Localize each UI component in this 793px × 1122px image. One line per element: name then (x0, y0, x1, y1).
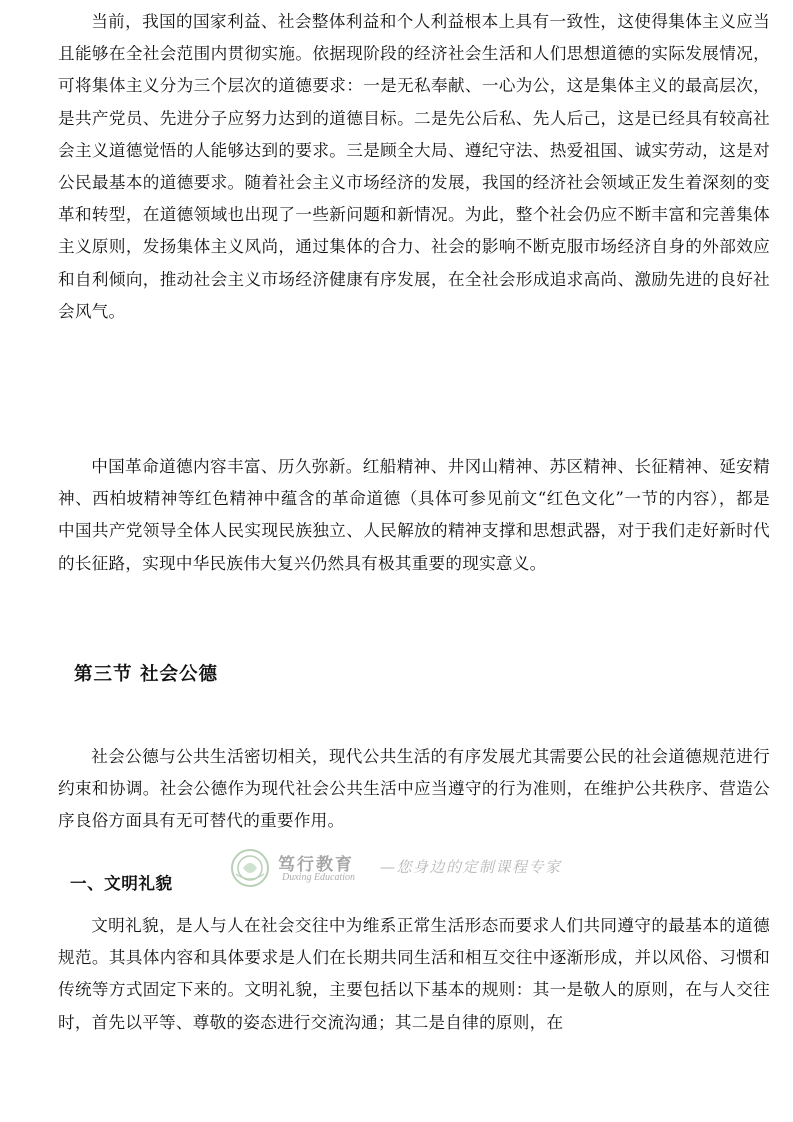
paragraph-social-ethics: 社会公德与公共生活密切相关，现代公共生活的有序发展尤其需要公民的社会道德规范进行约束和协调。社会公德作为现代社会公共生活中应当遵守的行为准则，在维护公共秩序、营造公序良俗方面具有无可替代的重要作用。 (58, 747, 770, 831)
section-heading: 第三节 社会公德 (74, 664, 218, 685)
watermark-brand-en: Duxing Education (282, 872, 356, 883)
duxing-education-logo-icon (230, 848, 270, 888)
watermark-slogan: —您身边的定制课程专家 (380, 858, 562, 876)
subsection-heading: 一、文明礼貌 (70, 874, 173, 893)
paragraph-civility: 文明礼貌，是人与人在社会交往中为维系正常生活形态而要求人们共同遵守的最基本的道德规范。其具体内容和具体要求是人们在长期共同生活和相互交往中逐渐形成，并以风俗、习惯和传统等方式固定下来的。文明礼貌，主要包括以下基本的规则：其一是敬人的原则，在与人交往时，首先以平等、尊敬的姿态进行交流沟通；其二是自律的原则，在 (58, 916, 770, 1032)
watermark (230, 848, 580, 892)
paragraph-collectivism: 当前，我国的国家利益、社会整体利益和个人利益根本上具有一致性，这使得集体主义应当且能够在全社会范围内贯彻实施。依据现阶段的经济社会生活和人们思想道德的实际发展情况，可将集体主义分为三个层次的道德要求：一是无私奉献、一心为公，这是集体主义的最高层次，是共产党员、先进分子应努力达到的道德目标。二是先公后私、先人后己，这是已经具有较高社会主义道德觉悟的人能够达到的要求。三是顾全大局、遵纪守法、热爱祖国、诚实劳动，这是对公民最基本的道德要求。随着社会主义市场经济的发展，我国的经济社会领域正发生着深刻的变革和转型，在道德领域也出现了一些新问题和新情况。为此，整个社会仍应不断丰富和完善集体主义原则，发扬集体主义风尚，通过集体的合力、社会的影响不断克服市场经济自身的外部效应和自利倾向，推动社会主义市场经济健康有序发展，在全社会形成追求高尚、激励先进的良好社会风气。 (58, 12, 770, 321)
watermark-brand: 笃行教育 (278, 855, 354, 875)
paragraph-revolutionary-morality: 中国革命道德内容丰富、历久弥新。红船精神、井冈山精神、苏区精神、长征精神、延安精神、西柏坡精神等红色精神中蕴含的革命道德（具体可参见前文“红色文化”一节的内容），都是中国共产党领导全体人民实现民族独立、人民解放的精神支撑和思想武器，对于我们走好新时代的长征路，实现中华民族伟大复兴仍然具有极其重要的现实意义。 (58, 457, 770, 573)
